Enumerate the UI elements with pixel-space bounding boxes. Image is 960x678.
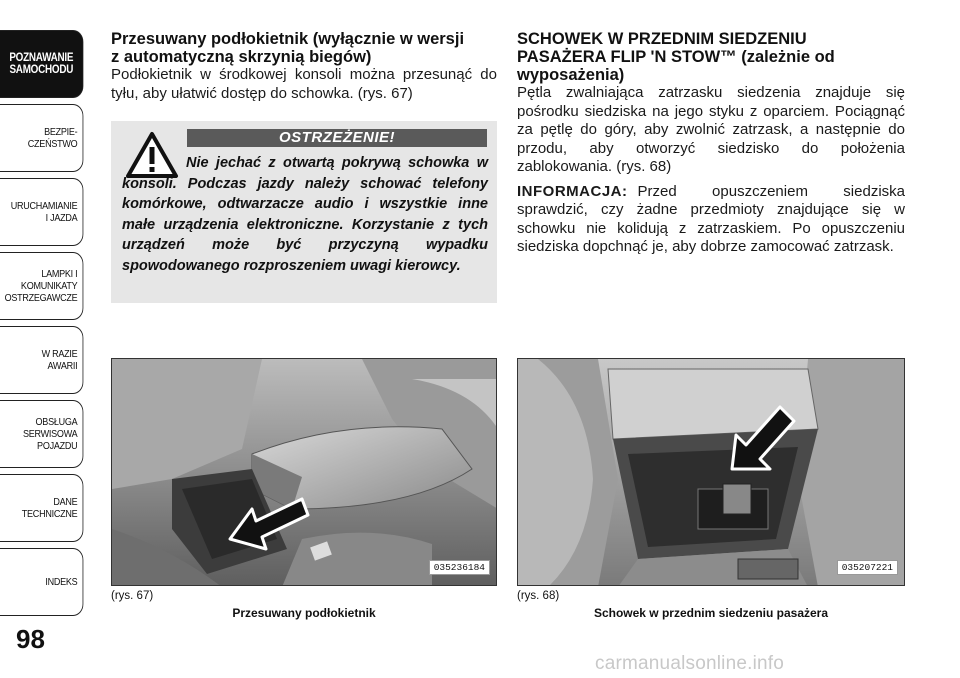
storage-heading-line3: wyposażenia): [517, 66, 625, 84]
figure-caption-67: Przesuwany podłokietnik: [232, 606, 376, 620]
right-column: [517, 30, 905, 257]
storage-heading-line2: PASAŻERA FLIP 'N STOW™ (zależnie od: [517, 48, 835, 66]
armrest-heading-line2: z automatyczną skrzynią biegów): [111, 48, 372, 66]
page-number: 98: [16, 624, 45, 654]
warning-box: [111, 121, 497, 303]
armrest-heading-line1: Przesuwany podłokietnik (wyłącznie w wersji: [111, 30, 465, 48]
figure-code: 035236184: [429, 560, 490, 575]
storage-heading-line1: SCHOWEK W PRZEDNIM SIEDZENIU: [517, 30, 807, 48]
tab-uruchamianie-i-jazda[interactable]: URUCHAMIANIE I JAZDA: [0, 178, 83, 246]
watermark: carmanualsonline.info: [595, 653, 785, 674]
storage-paragraph-2: [517, 183, 905, 257]
armrest-illustration: [112, 359, 497, 586]
figure-seat-storage: [517, 358, 905, 586]
figure-ref-68: (rys. 68): [517, 590, 560, 602]
tab-lampki-i-komunikaty[interactable]: LAMPKI I KOMUNIKATY OSTRZEGAWCZE: [0, 252, 83, 320]
figure-ref-67: (rys. 67): [111, 590, 154, 602]
tab-dane-techniczne[interactable]: DANE TECHNICZNE: [0, 474, 83, 542]
left-column: [111, 30, 497, 103]
tab-poznawanie-samochodu[interactable]: POZNAWANIE SAMOCHODU: [0, 30, 83, 98]
seat-storage-illustration: [518, 359, 905, 586]
armrest-paragraph: Podłokietnik w środkowej konsoli można przesunąć do tyłu, aby ułatwić dostęp do schowka. (rys. 67): [111, 66, 497, 102]
figure-caption-68: Schowek w przednim siedzeniu pasażera: [593, 606, 829, 620]
tab-indeks[interactable]: INDEKS: [0, 548, 83, 616]
tab-w-razie-awarii[interactable]: W RAZIE AWARII: [0, 326, 83, 394]
tab-obsluga-serwisowa[interactable]: OBSŁUGA SERWISOWA POJAZDU: [0, 400, 83, 468]
storage-paragraph-1: Pętla zwalniająca zatrzasku siedzenia znajduje się pośrodku siedziska na jego styku z oparciem. Pociągnąć za pętlę do góry, aby zwolnić zatrzask, a następnie do przodu, aby otworzyć siedzisko do położenia zablokowania. (rys. 68): [517, 84, 905, 175]
figure-armrest: [111, 358, 497, 586]
info-text: Przed opuszczeniem siedziska sprawdzić, czy żadne przedmioty znajdujące się w schowku nie kolidują z zatrzaskiem. Po opuszczeniu siedziska dopchnąć je, aby dobrze zamocować zatrzask.: [517, 182, 905, 255]
warning-title: OSTRZEŻENIE!: [187, 129, 487, 147]
figure-code: 035207221: [837, 560, 898, 575]
tab-bezpieczenstwo[interactable]: BEZPIE- CZEŃSTWO: [0, 104, 83, 172]
info-label: INFORMACJA:: [517, 182, 628, 200]
warning-text: Nie jechać z otwartą pokrywą schowka w konsoli. Podczas jazdy należy schować telefony komórkowe, odtwarzacze audio i wszystkie inne małe urządzenia elektroniczne. Korzystanie z tych urządzeń może być przyczyną wypadku spowodowanego rozproszeniem uwagi kierowcy.: [122, 155, 488, 274]
